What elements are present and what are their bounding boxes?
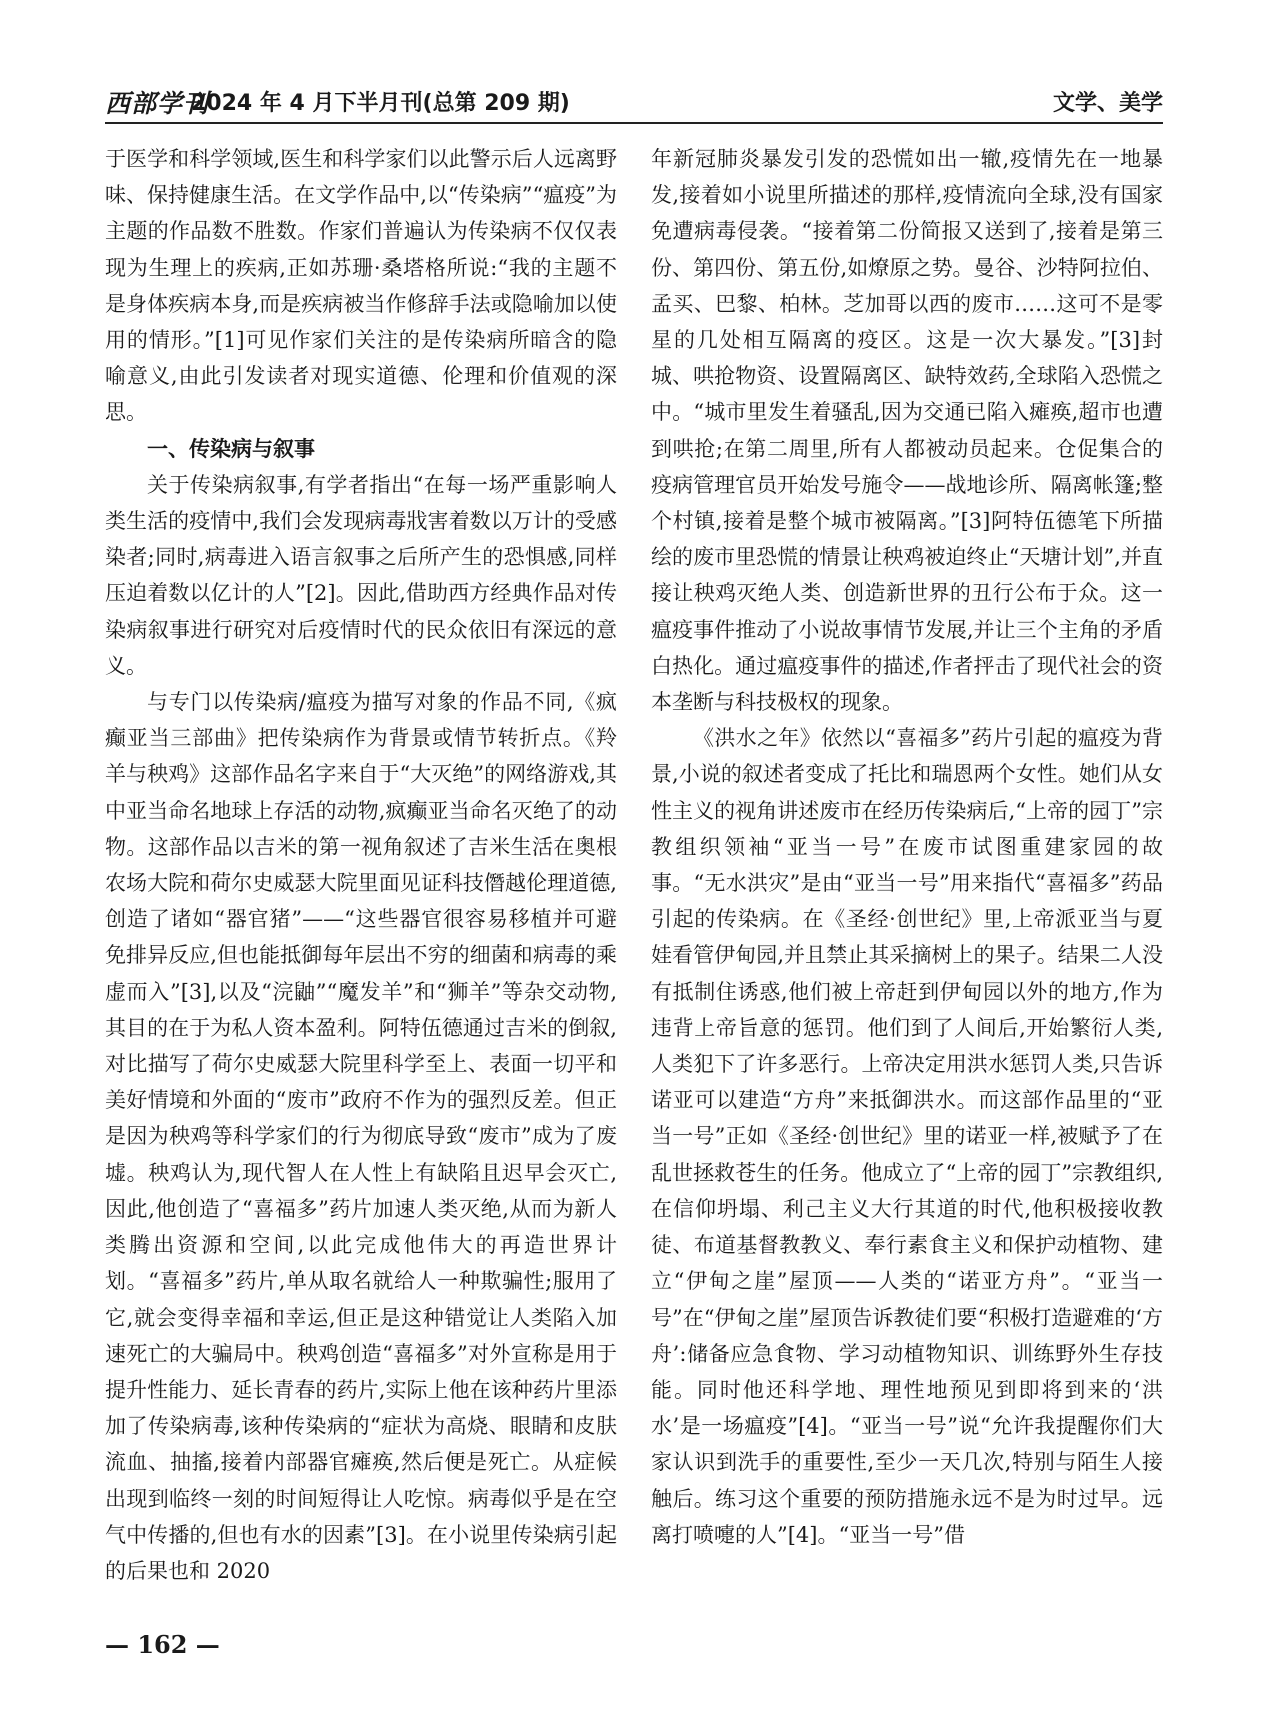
journal-logo: 西部学刊	[105, 89, 210, 118]
journal-issue: 2024 年 4 月下半月刊(总第 209 期)	[191, 91, 570, 116]
paragraph: 年新冠肺炎暴发引发的恐慌如出一辙,疫情先在一地暴发,接着如小说里所描述的那样,疫情流向全球,没有国家免遭病毒侵袭。“接着第二份简报又送到了,接着是第三份、第四份、第五份,如燎原之势。曼谷、沙特阿拉伯、孟买、巴黎、柏林。芝加哥以西的废市……这可不是零星的几处相互隔离的疫区。这是一次大暴发。”[3]封城、哄抢物资、设置隔离区、缺特效药,全球陷入恐慌之中。“城市里发生着骚乱,因为交通已陷入瘫痪,超市也遭到哄抢;在第二周里,所有人都被动员起来。仓促集合的疫病管理官员开始发号施令——战地诊所、隔离帐篷;整个村镇,接着是整个城市被隔离。”[3]阿特伍德笔下所描绘的废市里恐慌的情景让秧鸡被迫终止“天塘计划”,并直接让秧鸡灭绝人类、创造新世界的丑行公布于众。这一瘟疫事件推动了小说故事情节发展,并让三个主角的矛盾白热化。通过瘟疫事件的描述,作者抨击了现代社会的资本垄断与科技极权的现象。	[651, 147, 1163, 715]
paragraph: 与专门以传染病/瘟疫为描写对象的作品不同,《疯癫亚当三部曲》把传染病作为背景或情节转折点。《羚羊与秧鸡》这部作品名字来自于“大灭绝”的网络游戏,其中亚当命名地球上存活的动物,疯癫亚当命名灭绝了的动物。这部作品以吉米的第一视角叙述了吉米生活在奥根农场大院和荷尔史威瑟大院里面见证科技僭越伦理道德,创造了诸如“器官猪”——“这些器官很容易移植并可避免排异反应,但也能抵御每年层出不穷的细菌和病毒的乘虚而入”[3],以及“浣鼬”“魔发羊”和“狮羊”等杂交动物,其目的在于为私人资本盈利。阿特伍德通过吉米的倒叙,对比描写了荷尔史威瑟大院里科学至上、表面一切平和美好情境和外面的“废市”政府不作为的强烈反差。但正是因为秧鸡等科学家们的行为彻底导致“废市”成为了废墟。秧鸡认为,现代智人在人性上有缺陷且迟早会灭亡,因此,他创造了“喜福多”药片加速人类灭绝,从而为新人类腾出资源和空间,以此完成他伟大的再造世界计划。“喜福多”药片,单从取名就给人一种欺骗性;服用了它,就会变得幸福和幸运,但正是这种错觉让人类陷入加速死亡的大骗局中。秧鸡创造“喜福多”对外宣称是用于提升性能力、延长青春的药片,实际上他在该种药片里添加了传染病毒,该种传染病的“症状为高烧、眼睛和皮肤流血、抽搐,接着内部器官瘫痪,然后便是死亡。从症候出现到临终一刻的时间短得让人吃惊。病毒似乎是在空气中传播的,但也有水的因素”[3]。在小说里传染病引起的后果也和 2020	[105, 690, 617, 1583]
header-divider	[105, 122, 1163, 124]
section-label: 文学、美学	[1052, 91, 1163, 116]
left-column	[105, 141, 617, 1589]
page-number: — 162 —	[105, 1630, 220, 1659]
section-heading: 一、传染病与叙事	[147, 436, 315, 461]
right-column	[651, 141, 1163, 1553]
paragraph: 《洪水之年》依然以“喜福多”药片引起的瘟疫为背景,小说的叙述者变成了托比和瑞恩两个女性。她们从女性主义的视角讲述废市在经历传染病后,“上帝的园丁”宗教组织领袖“亚当一号”在废市试图重建家园的故事。“无水洪灾”是由“亚当一号”用来指代“喜福多”药品引起的传染病。在《圣经·创世纪》里,上帝派亚当与夏娃看管伊甸园,并且禁止其采摘树上的果子。结果二人没有抵制住诱惑,他们被上帝赶到伊甸园以外的地方,作为违背上帝旨意的惩罚。他们到了人间后,开始繁衍人类,人类犯下了许多恶行。上帝决定用洪水惩罚人类,只告诉诺亚可以建造“方舟”来抵御洪水。而这部作品里的“亚当一号”正如《圣经·创世纪》里的诺亚一样,被赋予了在乱世拯救苍生的任务。他成立了“上帝的园丁”宗教组织,在信仰坍塌、利己主义大行其道的时代,他积极接收教徒、布道基督教教义、奉行素食主义和保护动植物、建立“伊甸之崖”屋顶——人类的“诺亚方舟”。“亚当一号”在“伊甸之崖”屋顶告诉教徒们要“积极打造避难的‘方舟’:储备应急食物、学习动植物知识、训练野外生存技能。同时他还科学地、理性地预见到即将到来的‘洪水’是一场瘟疫”[4]。“亚当一号”说“允许我提醒你们大家认识到洗手的重要性,至少一天几次,特别与陌生人接触后。练习这个重要的预防措施永远不是为时过早。远离打喷嚏的人”[4]。“亚当一号”借	[651, 726, 1163, 1547]
page-header	[105, 84, 1163, 120]
paragraph: 于医学和科学领域,医生和科学家们以此警示后人远离野味、保持健康生活。在文学作品中,以“传染病”“瘟疫”为主题的作品数不胜数。作家们普遍认为传染病不仅仅表现为生理上的疾病,正如苏珊·桑塔格所说:“我的主题不是身体疾病本身,而是疾病被当作修辞手法或隐喻加以使用的情形。”[1]可见作家们关注的是传染病所暗含的隐喻意义,由此引发读者对现实道德、伦理和价值观的深思。	[105, 147, 617, 425]
paragraph: 关于传染病叙事,有学者指出“在每一场严重影响人类生活的疫情中,我们会发现病毒戕害着数以万计的受感染者;同时,病毒进入语言叙事之后所产生的恐惧感,同样压迫着数以亿计的人”[2]。因此,借助西方经典作品对传染病叙事进行研究对后疫情时代的民众依旧有深远的意义。	[105, 472, 617, 678]
